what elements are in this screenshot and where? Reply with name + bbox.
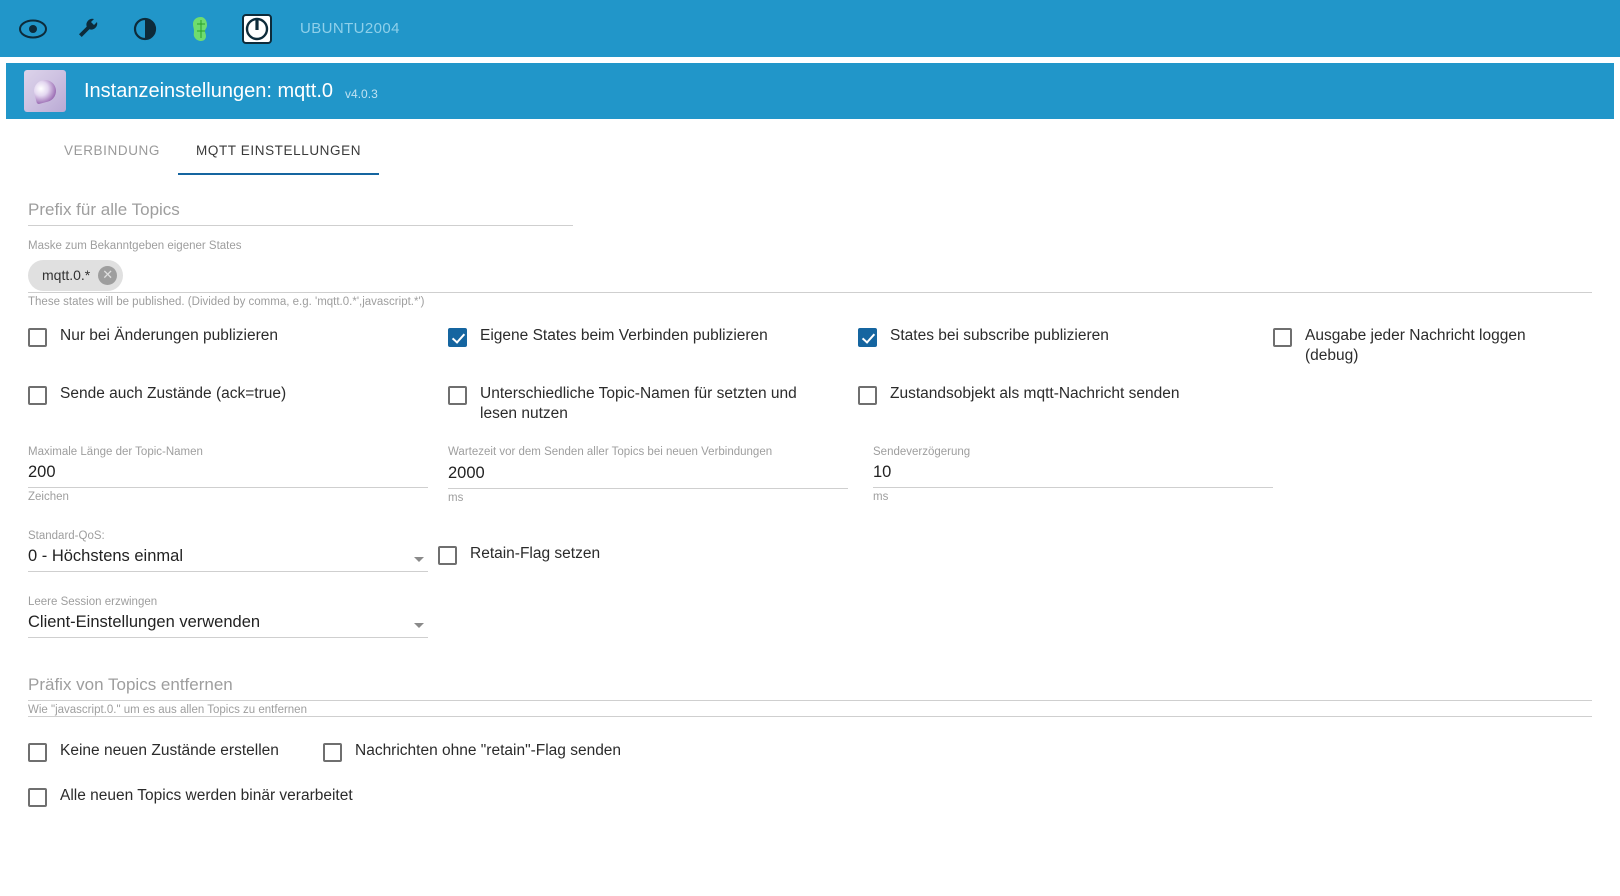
checkbox-retain-flag[interactable] (438, 544, 1592, 565)
qos-row (28, 530, 1592, 638)
mask-underline (28, 292, 1592, 293)
checkbox-row-2 (28, 384, 1592, 424)
eye-icon[interactable] (18, 14, 48, 44)
field-label: Sendeverzögerung (873, 446, 971, 458)
checkbox-label: Nachrichten ohne "retain"-Flag senden (355, 742, 622, 759)
checkbox-keine-neuen-zustaende[interactable] (28, 741, 323, 762)
checkbox-label: States bei subscribe publizieren (890, 327, 1109, 344)
numeric-row (28, 446, 1592, 504)
field-helper: Zeichen (28, 491, 69, 503)
settings-form (6, 175, 1614, 807)
checkbox-label: Zustandsobjekt als mqtt-Nachricht senden (890, 385, 1180, 402)
field-helper: ms (873, 491, 889, 503)
checkbox-nachrichten-ohne-retain[interactable] (323, 741, 1592, 762)
chip-label: mqtt.0.* (42, 267, 91, 283)
remove-prefix-input[interactable] (28, 672, 1592, 701)
prefix-field (28, 197, 573, 226)
field-label: Leere Session erzwingen (28, 596, 158, 608)
checkbox-box[interactable] (28, 386, 47, 405)
contrast-icon[interactable] (130, 14, 160, 44)
adapter-logo-icon (24, 70, 66, 112)
send-delay-input[interactable] (873, 460, 1273, 488)
checkbox-box[interactable] (858, 328, 877, 347)
checkbox-label: Nur bei Änderungen publizieren (60, 327, 279, 344)
system-hostname: UBUNTU2004 (300, 20, 400, 37)
field-label: Wartezeit vor dem Senden aller Topics bei neuen Verbindungen (448, 446, 773, 458)
field-helper: ms (448, 492, 464, 504)
checkbox-label: Alle neuen Topics werden binär verarbeitet (60, 787, 353, 804)
app-version: v4.0.3 (345, 87, 378, 101)
checkbox-label: Sende auch Zustände (ack=true) (60, 385, 287, 402)
chip-mqtt-states[interactable] (28, 260, 123, 291)
checkbox-zustandsobjekt-als-nachricht[interactable] (858, 384, 1273, 405)
remove-prefix-helper: Wie "javascript.0." um es aus allen Topics zu entfernen (28, 704, 307, 716)
checkbox-debug-logging[interactable] (1273, 326, 1592, 366)
checkbox-label: Ausgabe jeder Nachricht loggen (debug) (1305, 327, 1526, 364)
checkbox-box[interactable] (323, 743, 342, 762)
checkbox-states-bei-subscribe[interactable] (858, 326, 1273, 347)
checkbox-box[interactable] (438, 546, 457, 565)
tab-verbindung[interactable]: VERBINDUNG (64, 142, 161, 158)
checkbox-unterschiedliche-topic-namen[interactable] (448, 384, 858, 424)
checkbox-box[interactable] (448, 328, 467, 347)
select-value[interactable]: Client-Einstellungen verwenden (28, 610, 428, 638)
checkbox-box[interactable] (28, 328, 47, 347)
max-topic-length-input[interactable] (28, 460, 428, 488)
system-topbar (0, 0, 1620, 57)
wrench-icon[interactable] (74, 14, 104, 44)
chip-remove-icon[interactable]: ✕ (98, 266, 117, 285)
page-title: Instanzeinstellungen: mqtt.0 (84, 79, 334, 102)
mask-label: Maske zum Bekanntgeben eigener States (28, 240, 242, 252)
checkbox-label: Eigene States beim Verbinden publizieren (480, 327, 768, 344)
checkbox-neue-topics-binaer[interactable] (28, 786, 1592, 807)
app-header (6, 63, 1614, 119)
field-label: Maximale Länge der Topic-Namen (28, 446, 203, 458)
checkbox-box[interactable] (448, 386, 467, 405)
checkbox-sende-auch-zustaende[interactable] (28, 384, 448, 405)
field-default-qos (28, 530, 438, 638)
adapter-settings-window (6, 63, 1614, 896)
clean-session-select[interactable] (28, 610, 428, 638)
checkbox-box[interactable] (28, 743, 47, 762)
field-label: Standard-QoS: (28, 530, 105, 542)
checkbox-label: Unterschiedliche Topic-Namen für setzten und lesen nutzen (480, 385, 797, 422)
prefix-input[interactable] (28, 197, 573, 226)
checkbox-box[interactable] (28, 788, 47, 807)
wait-before-send-input[interactable] (448, 461, 848, 489)
brain-icon[interactable] (186, 14, 216, 44)
remove-prefix-field (28, 672, 1592, 717)
chevron-down-icon[interactable] (414, 623, 424, 628)
checkbox-box[interactable] (858, 386, 877, 405)
mask-chips[interactable] (28, 258, 1592, 292)
field-send-delay (873, 446, 1273, 504)
field-max-topic-length (28, 446, 428, 504)
checkbox-row-3 (28, 741, 1592, 762)
checkbox-row-1 (28, 326, 1592, 366)
tab-mqtt-einstellungen[interactable]: MQTT EINSTELLUNGEN (178, 127, 379, 175)
checkbox-label: Retain-Flag setzen (470, 545, 601, 562)
checkbox-row-4 (28, 786, 1592, 807)
field-wait-before-send (448, 446, 848, 504)
field-clean-session (28, 596, 438, 638)
checkbox-box[interactable] (1273, 328, 1292, 347)
power-icon[interactable] (242, 14, 272, 44)
remove-prefix-underline (28, 716, 1592, 717)
default-qos-select[interactable] (28, 544, 428, 572)
tab-bar (6, 127, 1614, 175)
select-value[interactable]: 0 - Höchstens einmal (28, 544, 428, 572)
checkbox-label: Keine neuen Zustände erstellen (60, 742, 279, 759)
mask-helper: These states will be published. (Divided by comma, e.g. 'mqtt.0.*',javascript.*') (28, 296, 425, 308)
checkbox-eigene-states-publizieren[interactable] (448, 326, 858, 347)
chevron-down-icon[interactable] (414, 557, 424, 562)
checkbox-nur-bei-aenderungen[interactable] (28, 326, 448, 347)
mask-field (28, 240, 1592, 308)
